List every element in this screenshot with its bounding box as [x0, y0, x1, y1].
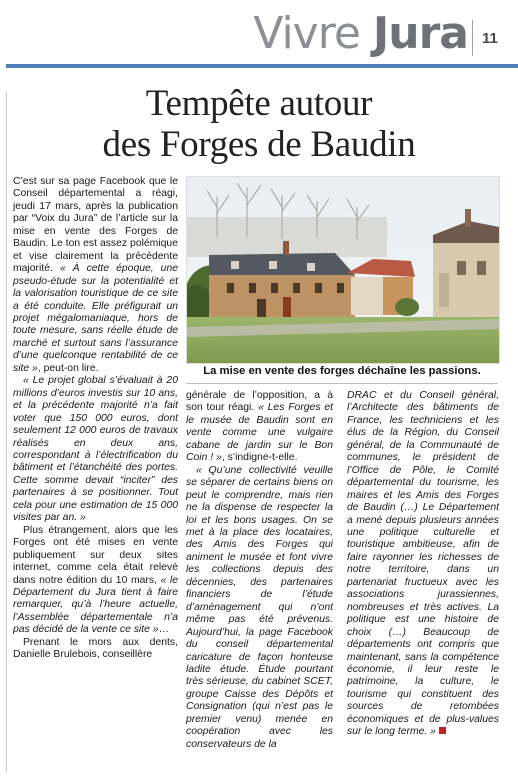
article-photo: [186, 176, 500, 364]
paragraph: [13, 375, 178, 524]
quotation: DRAC et du Conseil général, l’Architecte des bâtiments de France, les techniciens et les élus de la Région, du Conseil général, de la Communauté de communes, le président de l’Office de Pôle, le Comité départemental du tourisme, les maires et les Amis des Forges de Baudin (…) Le Département a mené depuis plusieurs années une politique culturelle et touristique ambitieuse, afin de faire rayonner les richesses de notre territoire, dans un partenariat fructueux avec les associations jurassiennes, nombreuses et très actives. La politique est une histoire de choix (…) Beaucoup de départements ont compris que maintenant, sans la compétence économie, il leur reste le patrimoine, la culture, le tourisme qui constituent des sources de retombées économiques et de plus-values sur le long terme. »: [347, 390, 499, 738]
headline-line-2: des Forges de Baudin: [102, 124, 416, 165]
quotation: « Le projet global s’évaluait à 20 millions d’euros investis sur 10 ans, et la précédente majorité n’a fait voter que 150 000 euros, dont seulement 12 000 euros de travaux réalisés en deux ans, correspondant à l’électrification du bâtiment et l’étanchéité des portes. Cette somme devait “inciter” des partenaires à se positionner. Tout cela pour une estimation de 15 000 visites par an. »: [13, 375, 178, 524]
paragraph-tail: …: [158, 624, 169, 636]
photo-caption: La mise en vente des forges déchaîne les passions.: [203, 365, 481, 377]
headline-line-1: Tempête autour: [145, 83, 373, 124]
article-column-1: [13, 176, 178, 662]
article-column-3: [347, 390, 499, 739]
quotation: « Qu’une collectivité veuille se séparer de certains biens on peut le comprendre, mais rien ne la dispense de respecter la loi et les bons usages. On se met à la place des locataires, des Amis des Forges qui animent le musée et font vivre les collections depuis des décennies, des partenaires financiers de l’étude d’aménagement qui n’ont même pas été prévenus. Aujourd’hui, la page Facebook du conseil départemental caricature de façon honteuse ladite étude. Étude pourtant très sérieuse, du cabinet SCET, groupe Caisse des Dépôts et Consignation (qui n’est pas le premier venu) menée en coopération avec les conservateurs de la: [186, 464, 333, 750]
quotation: « Les Forges et le musée de Baudin sont en vente comme une vulgaire cabane de jardin sur le Bon Coin ! »: [186, 402, 334, 464]
quotation: « À cette époque, une pseudo-étude sur la potentialité et la valorisation touristique de ce site a été conduite. Elle préfigurait un projet mégalomaniaque, hors de toute mesure, sans réelle étude de marché et surtout sans l’assurance d’une quelconque rentabilité de ce site »: [13, 263, 179, 374]
paragraph-text: générale de l’opposition, a à son tour réagi.: [186, 390, 333, 414]
paragraph: [13, 637, 178, 662]
page-header: [0, 0, 518, 66]
paragraph: [13, 176, 178, 375]
paragraph-tail: , peut-on lire.: [37, 362, 99, 374]
page-number: 11: [482, 30, 498, 47]
paragraph: [186, 390, 333, 465]
paragraph: [13, 525, 178, 637]
paragraph-text: Plus étrangement, alors que les Forges ont été mises en vente publiquement sur deux sites internet, comme cela était relevé dans notre édition du 10 mars,: [13, 524, 178, 586]
end-of-article-mark: [439, 727, 446, 734]
paragraph-tail: , s’indigne-t-elle.: [221, 452, 298, 464]
section-title-bold: Jura: [372, 8, 468, 59]
section-title-light: Vivre: [253, 8, 373, 59]
quotation: « le Département du Jura tient à faire remarquer, qu’à l’heure actuelle, l’Assemblée départementale n’a pas décidé de la vente ce site »: [13, 574, 178, 636]
paragraph-text: C’est sur sa page Facebook que le Conseil départemental a réagi, jeudi 17 mars, après la publication par “Voix du Jura” de l’article sur la mise en vente des Forges de Baudin. Le ton est assez polémique et vise clairement la précédente majorité.: [13, 176, 178, 275]
paragraph: [347, 390, 499, 739]
caption-rule: [186, 383, 498, 384]
header-separator: [472, 20, 473, 56]
paragraph-text: Prenant le mors aux dents, Danielle Brulebois, conseillère: [13, 636, 178, 661]
paragraph: [186, 465, 333, 751]
header-rule: [6, 64, 518, 68]
article-column-2: [186, 390, 333, 751]
section-title: [253, 8, 468, 60]
forges-photo-illustration: [187, 177, 499, 363]
margin-rule: [6, 92, 7, 772]
